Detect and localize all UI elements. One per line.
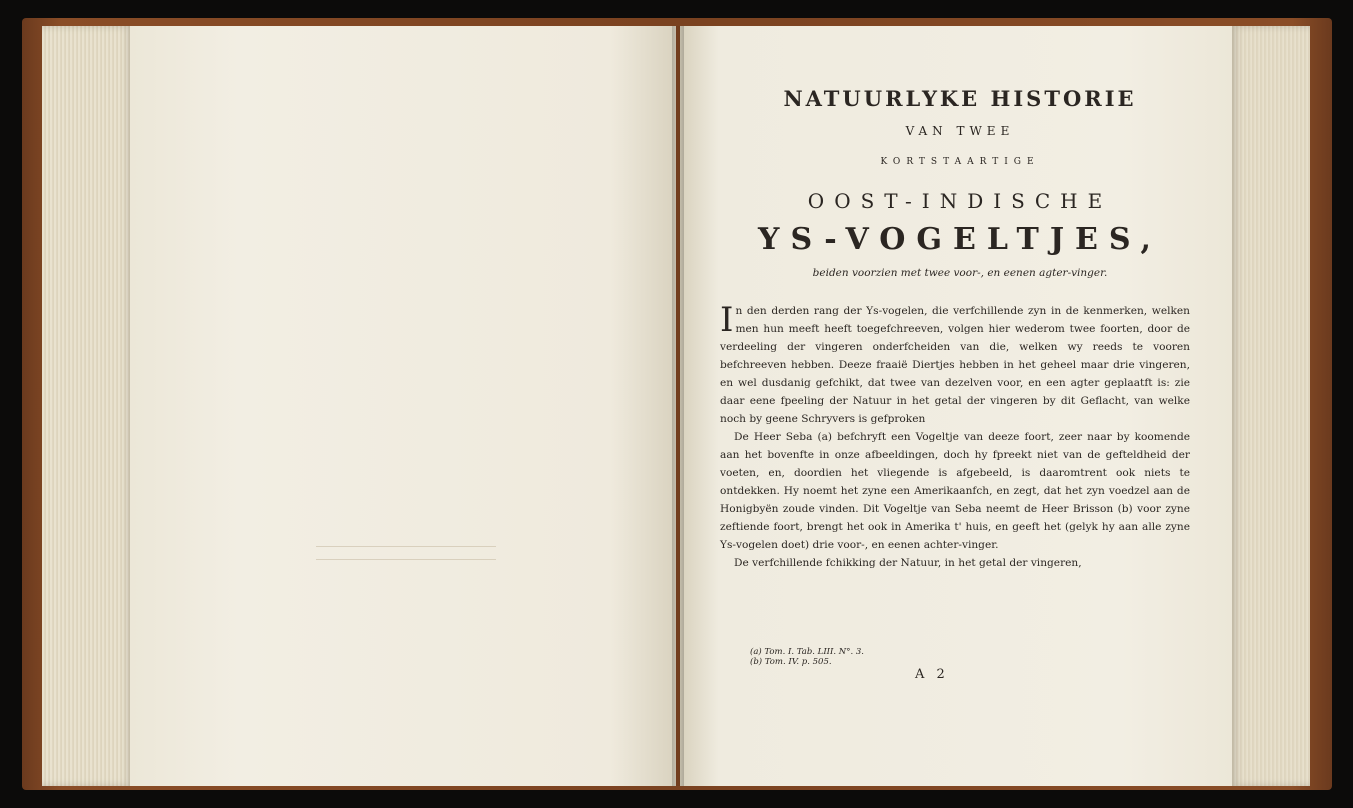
footnotes	[750, 647, 864, 667]
title-line-2: VAN TWEE	[905, 124, 1015, 138]
book-gutter	[672, 26, 684, 786]
body-text	[720, 302, 1190, 572]
footnote-b: (b) Tom. IV. p. 505.	[750, 657, 832, 667]
paragraph-1-text: n den derden rang der Ys-vogelen, die verfchillende zyn in de kenmerken, welken men hun meeft heeft toegefchreeven, volgen hier wederom twee foorten, door de verdeeling der vingeren onderfcheiden van die, welken wy reeds te vooren befchreeven hebben. Deeze fraaië Diertjes hebben in het geheel maar drie vingeren, en wel dusdanig gefchikt, dat twee van dezelven voor, en een agter geplaatft is: zie daar eene fpeeling der Natuur in het getal der vingeren by dit Geflacht, van welke noch by geene Schryvers is gefproken	[720, 305, 1190, 425]
title-line-4: OOST-INDISCHE	[807, 189, 1113, 213]
left-page-show-through	[130, 26, 676, 786]
title-line-3: KORTSTAARTIGE	[880, 157, 1040, 167]
subtitle: beiden voorzien met twee voor-, en eenen agter-vinger.	[812, 267, 1108, 279]
page-edges-left	[42, 26, 134, 786]
page-edges-right	[1230, 26, 1310, 786]
right-page-content	[700, 26, 1220, 786]
paragraph-1	[720, 302, 1190, 428]
paragraph-2: De Heer Seba (a) befchryft een Vogeltje van deeze foort, zeer naar by koomende aan het bovenfte in onze afbeeldingen, doch hy fpreekt niet van de gefteldheid der voeten, en, doordien het vliegende is afgebeeld, is daaromtrent ook niets te ontdekken. Hy noemt het zyne een Amerikaanfch, en zegt, dat het zyn voedzel aan de Honigbyën zoude vinden. Dit Vogeltje van Seba neemt de Heer Brisson (b) voor zyne zeftiende foort, brengt het ook in Amerika t' huis, en geeft het (gelyk hy aan alle zyne Ys-vogelen doet) drie voor-, en eenen achter-vinger.	[720, 431, 1190, 551]
paragraph-3: De verfchillende fchikking der Natuur, in het getal der vingeren,	[734, 557, 1082, 569]
title-line-5: YS-VOGELTJES,	[758, 222, 1162, 257]
drop-cap: I	[720, 300, 734, 340]
signature-mark: A 2	[915, 667, 949, 682]
left-page	[130, 26, 676, 786]
title-line-1: NATUURLYKE HISTORIE	[783, 86, 1137, 111]
footnote-a: (a) Tom. I. Tab. LIII. N°. 3.	[750, 647, 864, 657]
